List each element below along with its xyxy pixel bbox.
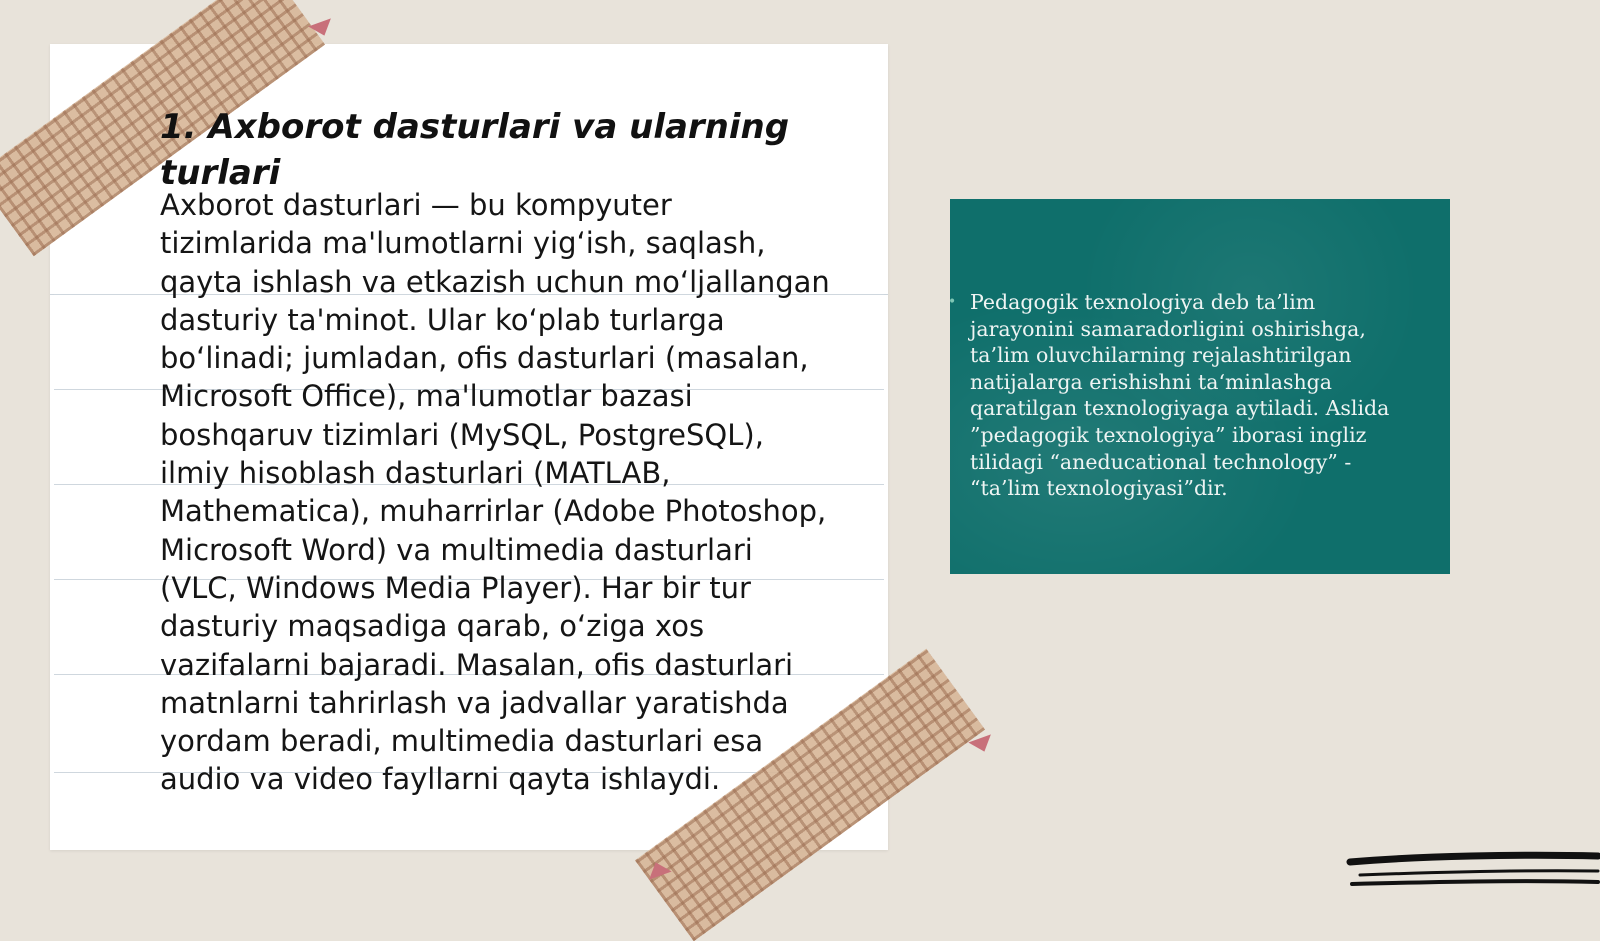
pin-icon: [308, 18, 335, 39]
brush-strokes-decoration: [1340, 840, 1600, 900]
info-card: [950, 199, 1450, 574]
bullet-icon: •: [948, 294, 957, 310]
slide-body-text: Axborot dasturlari — bu kompyuter tizimlarida ma'lumotlarni yig‘ish, saqlash, qayta ishlash va etkazish uchun mo‘ljallangan dasturiy ta'minot. Ular ko‘plab turlarga bo‘linadi; jumladan, ofis dasturlari (masalan, Microsoft Office), ma'lumotlar bazasi boshqaruv tizimlari (MySQL, PostgreSQL), ilmiy hisoblash dasturlari (MATLAB, Mathematica), muharrirlar (Adobe Photoshop, Microsoft Word) va multimedia dasturlari (VLC, Windows Media Player). Har bir tur dasturiy maqsadiga qarab, o‘ziga xos vazifalarni bajaradi. Masalan, ofis dasturlari matnlarni tahrirlash va jadvallar yaratishda yordam beradi, multimedia dasturlari esa audio va video fayllarni qayta ishlaydi.: [160, 188, 830, 797]
card-text: Pedagogik texnologiya deb ta’lim jarayonini samaradorligini oshirishga, ta’lim oluvchilarning rejalashtirilgan natijalarga erishishni ta‘minlashga qaratilgan texnologiyaga aytiladi. Aslida ”pedagogik texnologiya” iborasi ingliz tilidagi “aneducational technology” - “ta’lim texnologiyasi”dir.: [970, 290, 1390, 501]
slide-title: 1. Axborot dasturlari va ularning turlari: [160, 107, 790, 193]
card-bullet-item: [948, 289, 1410, 502]
